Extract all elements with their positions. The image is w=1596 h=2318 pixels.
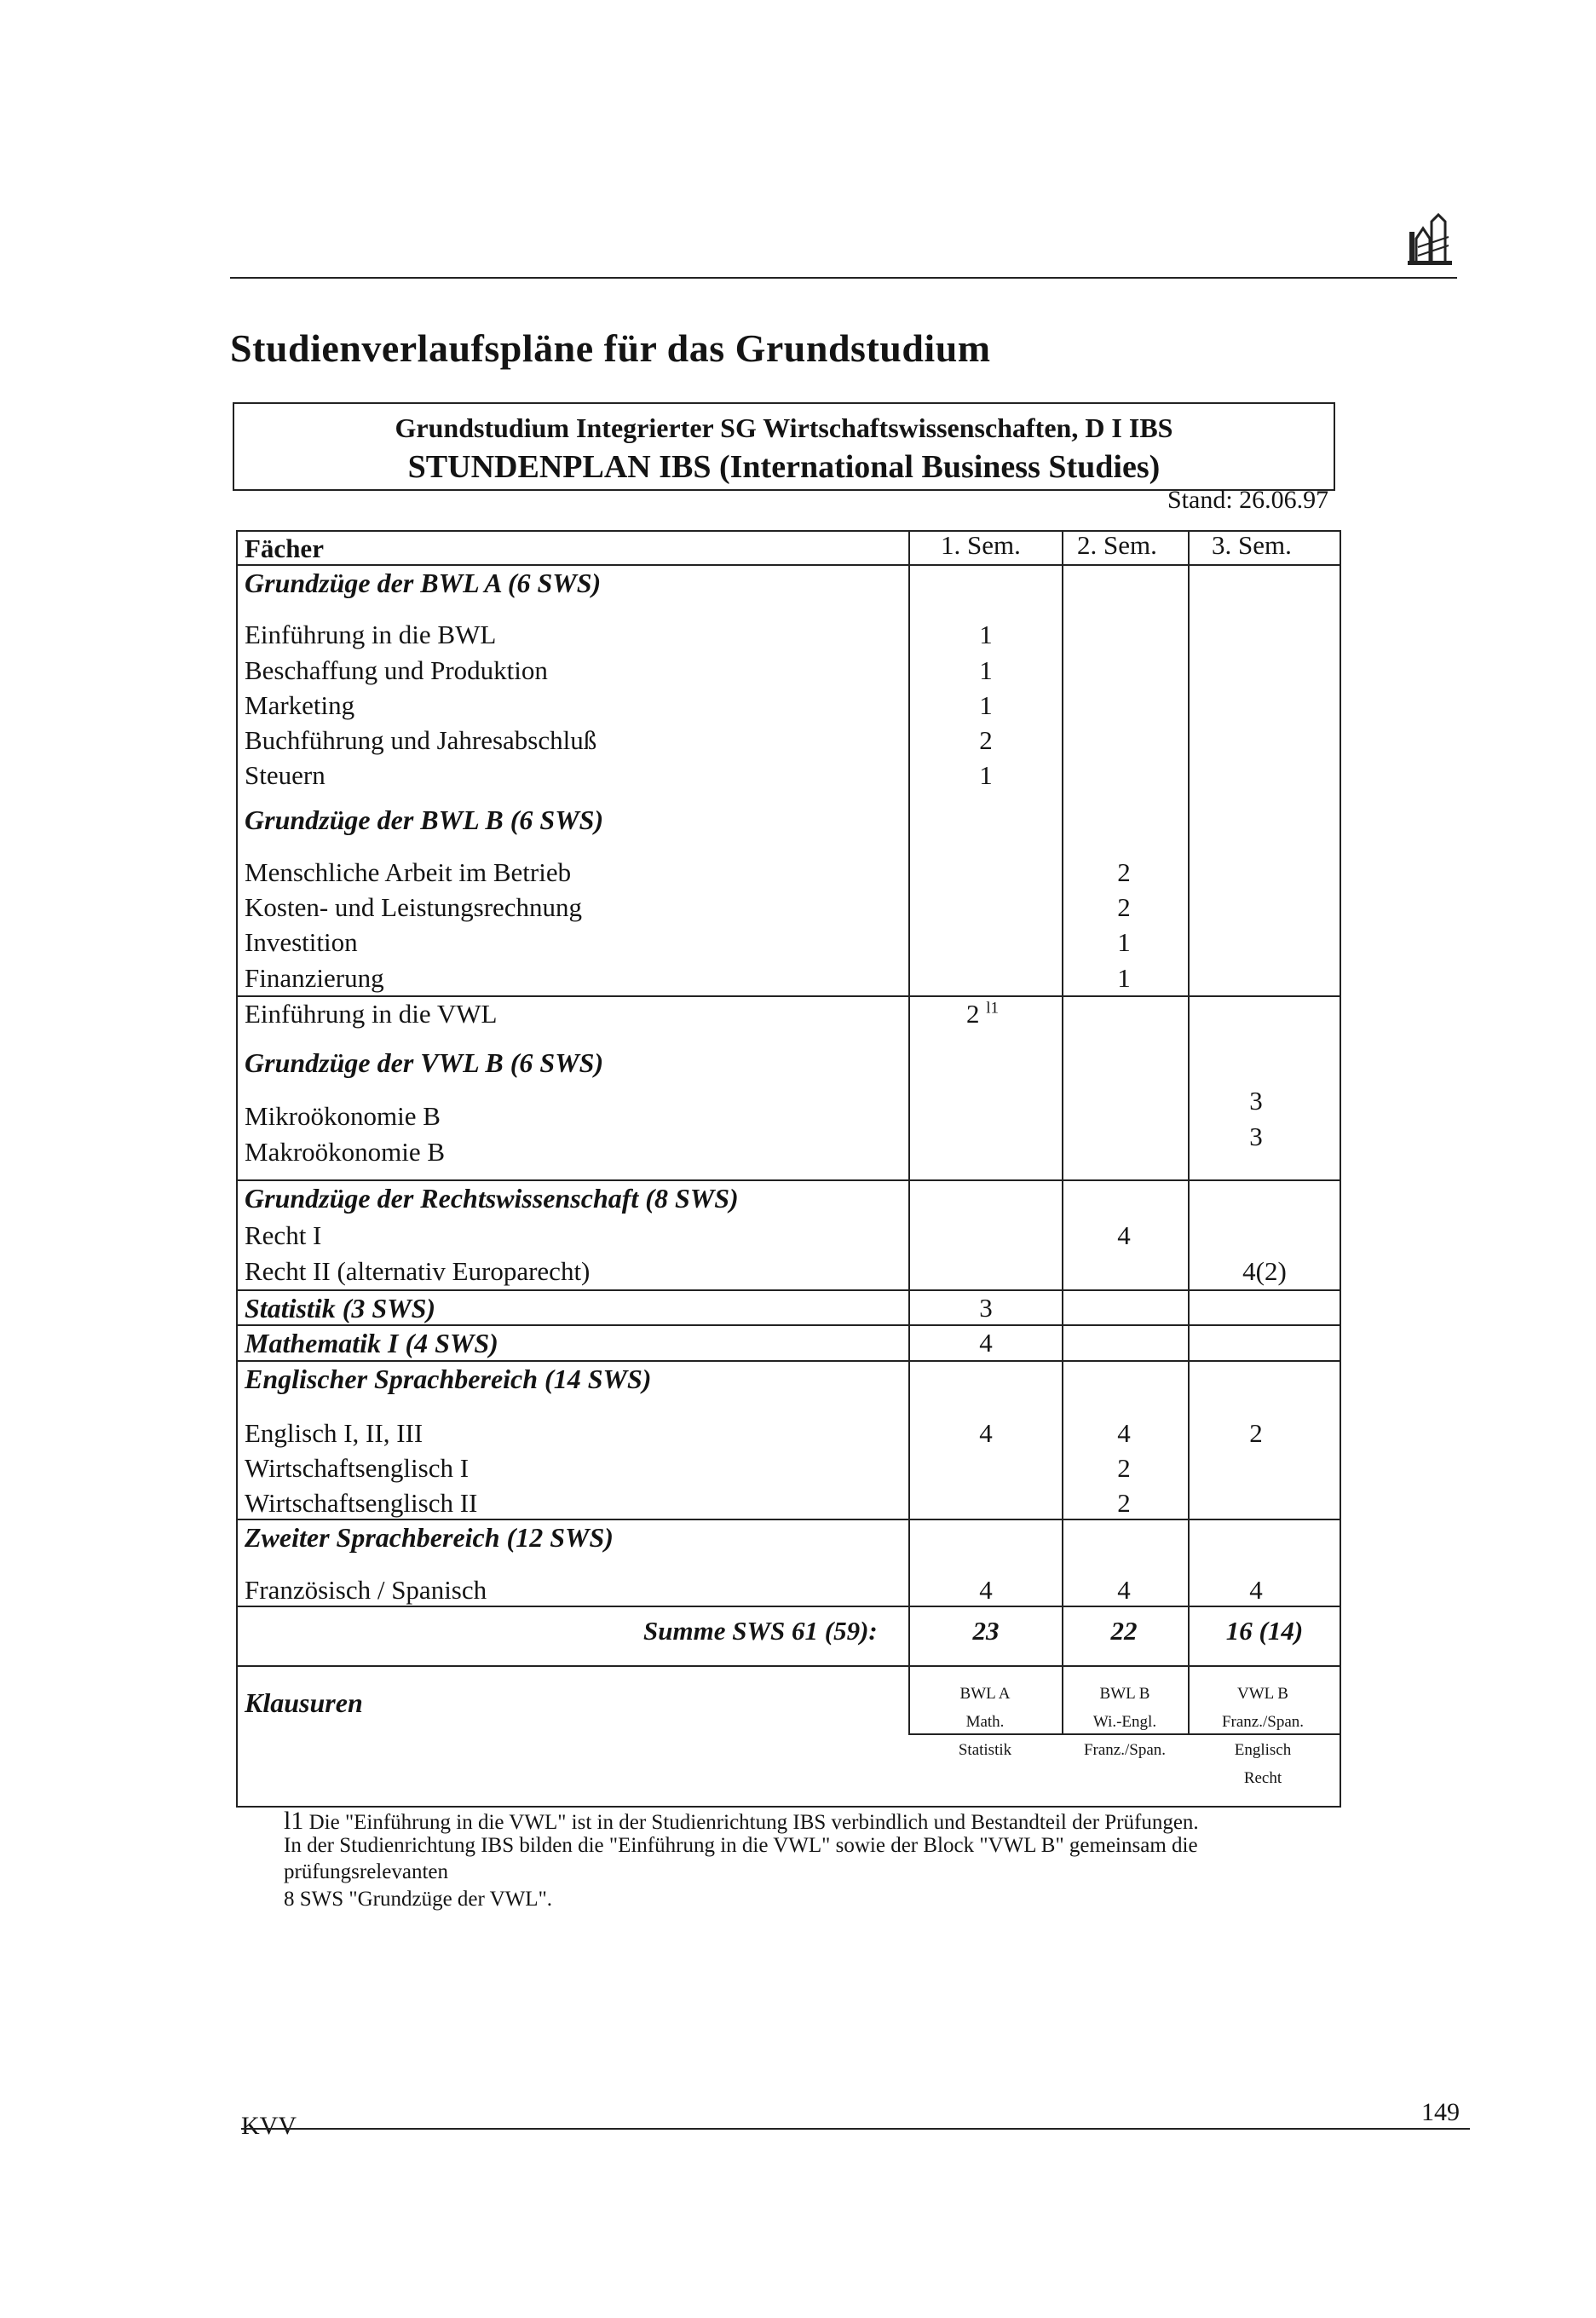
cell-sem3: 2 <box>1249 1418 1263 1448</box>
footer-rule <box>241 2128 1470 2130</box>
cell-sem1: 2 <box>979 725 993 755</box>
exam-item: BWL B <box>1099 1685 1150 1703</box>
col-header-sem3: 3. Sem. <box>1212 530 1292 560</box>
section-heading-vwl-b: Grundzüge der VWL B (6 SWS) <box>245 1047 604 1078</box>
footnote-text: Die "Einführung in die VWL" ist in der Studienrichtung IBS verbindlich und Bestandteil der Prüfungen. <box>308 1811 1199 1834</box>
col-divider-1 <box>908 532 910 1733</box>
summe-sem1: 23 <box>972 1616 1000 1646</box>
cell-sem1: 4 <box>979 1418 993 1448</box>
exam-item: Recht <box>1243 1769 1282 1787</box>
row-label: Buchführung und Jahresabschluß <box>245 725 597 755</box>
row-label: Recht I <box>245 1220 322 1250</box>
section-heading-bwl-b: Grundzüge der BWL B (6 SWS) <box>245 804 604 835</box>
exam-item: Math. <box>965 1713 1005 1731</box>
header-box <box>233 402 1335 491</box>
row-label: Menschliche Arbeit im Betrieb <box>245 857 572 887</box>
cell-sem1: 1 <box>979 690 993 720</box>
exam-item: BWL A <box>959 1685 1011 1703</box>
row-label: Mikroökonomie B <box>245 1101 441 1131</box>
rule-after-vwl <box>238 1179 1340 1181</box>
exam-item: VWL B <box>1237 1685 1288 1703</box>
cell-sem2: 1 <box>1117 963 1131 993</box>
cell-sem3: 3 <box>1249 1122 1263 1151</box>
footer-kvv: KVV <box>241 2112 297 2140</box>
cell-sem1: 4 <box>979 1575 993 1605</box>
klausuren-sem2 <box>1061 1680 1189 1764</box>
summe-sem3: 16 (14) <box>1225 1616 1304 1646</box>
cell-value: 2 <box>966 999 980 1029</box>
exam-item: Wi.-Engl. <box>1092 1713 1157 1731</box>
top-rule <box>230 277 1457 279</box>
exam-item: Statistik <box>958 1741 1012 1759</box>
summe-sem2: 22 <box>1110 1616 1138 1646</box>
klausuren-label: Klausuren <box>245 1687 363 1718</box>
footnote-mark: l1 <box>986 999 1000 1018</box>
row-label-mathematik: Mathematik I (4 SWS) <box>245 1328 498 1358</box>
footnote-3: prüfungsrelevanten <box>284 1860 448 1883</box>
page-title: Studienverlaufspläne für das Grundstudium <box>230 326 991 370</box>
row-label: Französisch / Spanisch <box>245 1575 487 1605</box>
col-header-sem2: 2. Sem. <box>1077 530 1157 560</box>
rule-after-recht <box>238 1289 1340 1291</box>
row-label: Makroökonomie B <box>245 1137 446 1167</box>
row-label: Beschaffung und Produktion <box>245 655 548 685</box>
row-label: Einführung in die BWL <box>245 620 497 649</box>
page-number: 149 <box>1421 2098 1460 2126</box>
cell-sem1 <box>966 999 999 1029</box>
rule-after-summe <box>238 1665 1340 1667</box>
footnote-1 <box>284 1807 1199 1836</box>
cell-sem2: 2 <box>1117 1488 1131 1518</box>
cell-sem1: 4 <box>979 1328 993 1358</box>
cell-sem2: 2 <box>1117 1453 1131 1483</box>
col-header-sem1: 1. Sem. <box>941 530 1021 560</box>
section-heading-recht: Grundzüge der Rechtswissenschaft (8 SWS) <box>245 1183 739 1214</box>
row-label: Wirtschaftsenglisch II <box>245 1488 478 1518</box>
cell-sem1: 1 <box>979 655 993 685</box>
study-plan-table <box>236 530 1341 1808</box>
cell-sem2: 4 <box>1117 1418 1131 1448</box>
cell-sem2: 1 <box>1117 927 1131 957</box>
header-title: STUNDENPLAN IBS (International Business Studies) <box>407 449 1161 485</box>
exam-item: Englisch <box>1234 1741 1292 1759</box>
col-divider-2 <box>1062 532 1063 1733</box>
row-label: Wirtschaftsenglisch I <box>245 1453 470 1483</box>
row-label: Englisch I, II, III <box>245 1418 423 1448</box>
exam-item: Franz./Span. <box>1221 1713 1305 1731</box>
row-label: Kosten- und Leistungsrechnung <box>245 892 583 922</box>
footnote-4: 8 SWS "Grundzüge der VWL". <box>284 1888 553 1911</box>
cell-sem2: 2 <box>1117 892 1131 922</box>
row-label: Marketing <box>245 690 355 720</box>
header-rule <box>238 564 1340 566</box>
cell-sem2: 4 <box>1117 1220 1131 1250</box>
section-heading-zweite: Zweiter Sprachbereich (12 SWS) <box>245 1522 614 1553</box>
stand-date: Stand: 26.06.97 <box>1167 486 1329 514</box>
row-label: Steuern <box>245 760 326 790</box>
row-label: Recht II (alternativ Europarecht) <box>245 1256 591 1286</box>
header-subtitle: Grundstudium Integrierter SG Wirtschaftswissenschaften, D I IBS <box>395 412 1173 443</box>
section-heading-englisch: Englischer Sprachbereich (14 SWS) <box>245 1364 652 1394</box>
row-label-statistik: Statistik (3 SWS) <box>245 1293 436 1323</box>
cell-sem2: 2 <box>1117 857 1131 887</box>
cell-sem3: 4(2) <box>1242 1256 1287 1286</box>
cell-sem2: 4 <box>1117 1575 1131 1605</box>
cell-sem1: 3 <box>979 1293 993 1323</box>
col-header-subject: Fächer <box>245 533 324 563</box>
klausuren-sem3 <box>1199 1680 1327 1792</box>
rule-after-statistik <box>238 1324 1340 1326</box>
cell-sem1: 1 <box>979 620 993 649</box>
row-label: Investition <box>245 927 358 957</box>
university-logo-icon <box>1408 213 1452 266</box>
footnote-2: In der Studienrichtung IBS bilden die "Einführung in die VWL" sowie der Block "VWL B" gemeinsam die <box>284 1834 1198 1857</box>
rule-after-mathematik <box>238 1360 1340 1362</box>
footnote-mark: l1 <box>284 1807 304 1835</box>
col-divider-3 <box>1188 532 1190 1733</box>
cell-sem3: 4 <box>1249 1575 1263 1605</box>
rule-before-summe <box>238 1606 1340 1607</box>
summe-label: Summe SWS 61 (59): <box>643 1616 878 1646</box>
cell-sem1: 1 <box>979 760 993 790</box>
section-heading-bwl-a: Grundzüge der BWL A (6 SWS) <box>245 568 602 598</box>
row-label: Finanzierung <box>245 963 384 993</box>
klausuren-sem1 <box>921 1680 1049 1764</box>
cell-sem3: 3 <box>1249 1086 1263 1116</box>
row-label-vwl-intro: Einführung in die VWL <box>245 999 498 1029</box>
exam-item: Franz./Span. <box>1083 1741 1167 1759</box>
rule-after-bwl <box>238 995 1340 997</box>
rule-after-englisch <box>238 1519 1340 1520</box>
